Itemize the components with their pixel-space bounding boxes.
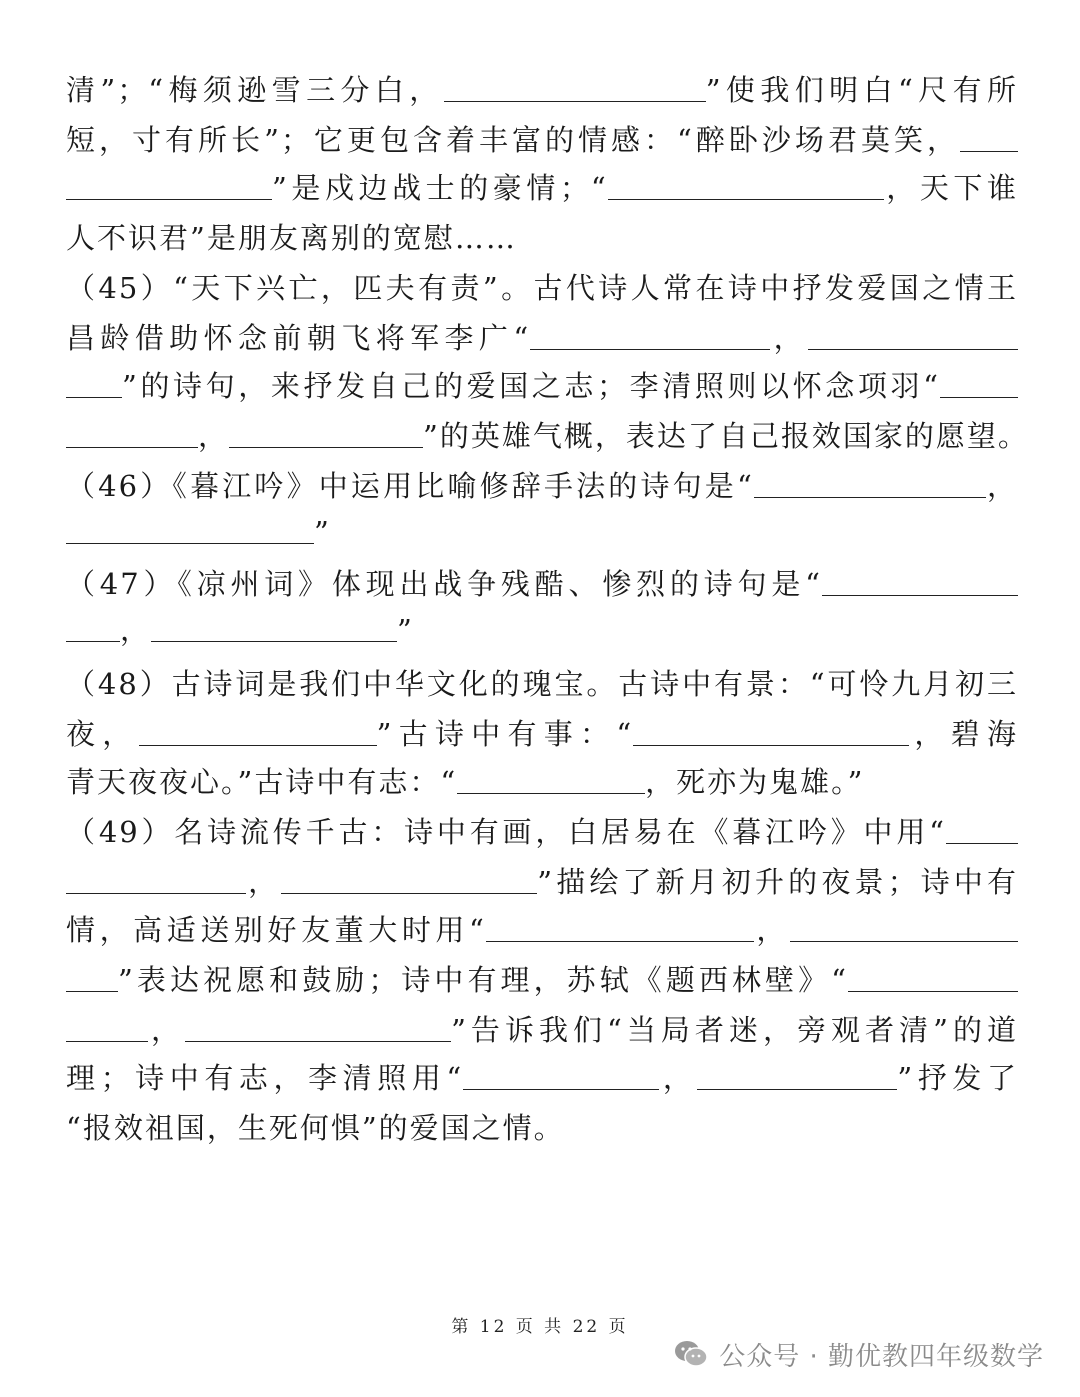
fill-in-blank: [946, 813, 1018, 844]
question-48: [66, 660, 1018, 708]
fill-in-blank: [633, 715, 909, 746]
fill-in-blank: [457, 763, 645, 794]
fill-in-blank: [444, 71, 706, 102]
text-line: [66, 758, 1018, 806]
question-49: [66, 808, 1018, 856]
text-segment: 情，高适送别好友董大时用“: [66, 913, 486, 947]
fill-in-blank: [66, 169, 272, 200]
text-segment: ”的英雄气概，表达了自己报效国家的愿望。: [423, 419, 1029, 453]
text-line: [66, 164, 1018, 212]
text-segment: 短，寸有所长”；它更包含着丰富的情感：“醉卧沙场君莫笑，: [66, 123, 960, 157]
text-segment: ”的诗句，来抒发自己的爱国之志；李清照则以怀念项羽“: [122, 369, 940, 403]
text-line: [66, 508, 1018, 556]
text-line: [66, 362, 1018, 410]
text-segment: 青天夜夜心。”古诗中有志：“: [66, 765, 458, 799]
text-segment: ，: [753, 913, 790, 947]
fill-in-blank: [960, 121, 1018, 152]
question-45: [66, 264, 1018, 312]
fill-in-blank: [486, 911, 754, 942]
fill-in-blank: [229, 417, 423, 448]
text-segment: ，: [148, 1013, 186, 1047]
text-segment: ，碧海: [909, 717, 1018, 751]
text-line: [66, 412, 1029, 460]
text-segment: （48）古诗词是我们中华文化的瑰宝。古诗中有景：“可怜九月初三: [66, 667, 1018, 701]
text-segment: ，天下谁: [883, 171, 1018, 205]
text-line: [66, 214, 1018, 262]
text-segment: 人不识君”是朋友离别的宽慰……: [66, 221, 517, 255]
text-segment: ，: [246, 865, 282, 899]
fill-in-blank: [754, 467, 986, 498]
text-line: [66, 858, 1018, 906]
text-segment: ，: [198, 419, 230, 453]
text-segment: （46）《暮江吟》中运用比喻修辞手法的诗句是“: [66, 469, 754, 503]
fill-in-blank: [822, 565, 1018, 596]
fill-in-blank: [139, 715, 377, 746]
fill-in-blank: [185, 1011, 451, 1042]
text-segment: ”描绘了新月初升的夜景；诗中有: [537, 865, 1018, 899]
watermark-text: 公众号 · 勤优教四年级数学: [719, 1341, 1044, 1372]
fill-in-blank: [530, 319, 770, 350]
question-47: [66, 560, 1018, 608]
fill-in-blank: [808, 319, 1018, 350]
text-segment: （47）《凉州词》体现出战争残酷、惨烈的诗句是“: [66, 567, 822, 601]
fill-in-blank: [608, 169, 884, 200]
fill-in-blank: [66, 961, 118, 992]
text-segment: ”古诗中有事：“: [376, 717, 634, 751]
text-segment: 清”；“梅须逊雪三分白，: [66, 73, 444, 107]
fill-in-blank: [66, 417, 198, 448]
fill-in-blank: [790, 911, 1018, 942]
text-line: [66, 956, 1018, 1004]
text-segment: ”表达祝愿和鼓励；诗中有理，苏轼《题西林壁》“: [118, 963, 848, 997]
text-segment: ”告诉我们“当局者迷，旁观者清”的道: [451, 1013, 1018, 1047]
text-segment: ”使我们明白“尺有所: [705, 73, 1018, 107]
text-segment: （49）名诗流传千古：诗中有画，白居易在《暮江吟》中用“: [66, 815, 946, 849]
text-segment: ，: [120, 613, 152, 647]
fill-in-blank: [940, 367, 1018, 398]
text-segment: ”: [397, 613, 414, 647]
text-line: [66, 906, 1018, 954]
text-segment: ，死亦为鬼雄。”: [645, 765, 865, 799]
text-segment: 夜，: [66, 717, 139, 751]
fill-in-blank: [66, 1011, 148, 1042]
fill-in-blank: [66, 367, 122, 398]
fill-in-blank: [66, 611, 120, 642]
question-46: [66, 462, 1018, 510]
text-line: [66, 710, 1018, 758]
fill-in-blank: [463, 1059, 659, 1090]
text-segment: （45）“天下兴亡，匹夫有责”。古代诗人常在诗中抒发爱国之情王: [66, 271, 1018, 305]
text-line: [66, 314, 1018, 362]
fill-in-blank: [151, 611, 397, 642]
text-segment: ”抒发了: [897, 1061, 1018, 1095]
fill-in-blank: [66, 863, 246, 894]
text-segment: ”是戍边战士的豪情；“: [272, 171, 608, 205]
fill-in-blank: [66, 513, 314, 544]
text-line: [66, 1054, 1018, 1102]
fill-in-blank: [697, 1059, 897, 1090]
text-segment: ，: [770, 321, 808, 355]
wechat-icon: [673, 1339, 709, 1369]
fill-in-blank: [848, 961, 1018, 992]
text-line: [66, 116, 1018, 164]
wechat-watermark: [673, 1334, 1044, 1374]
page-number: 第 12 页 共 22 页: [451, 1317, 629, 1337]
text-line: [66, 1104, 1018, 1152]
text-segment: ，: [659, 1061, 698, 1095]
text-segment: “报效祖国，生死何惧”的爱国之情。: [66, 1111, 565, 1145]
text-segment: 昌龄借助怀念前朝飞将军李广“: [66, 321, 531, 355]
text-line: [66, 1006, 1018, 1054]
text-segment: 理；诗中有志，李清照用“: [66, 1061, 464, 1095]
text-line: [66, 66, 1018, 114]
text-line: [66, 606, 1018, 654]
text-segment: ”: [314, 515, 331, 549]
fill-in-blank: [281, 863, 537, 894]
text-segment: ，: [985, 469, 1018, 503]
